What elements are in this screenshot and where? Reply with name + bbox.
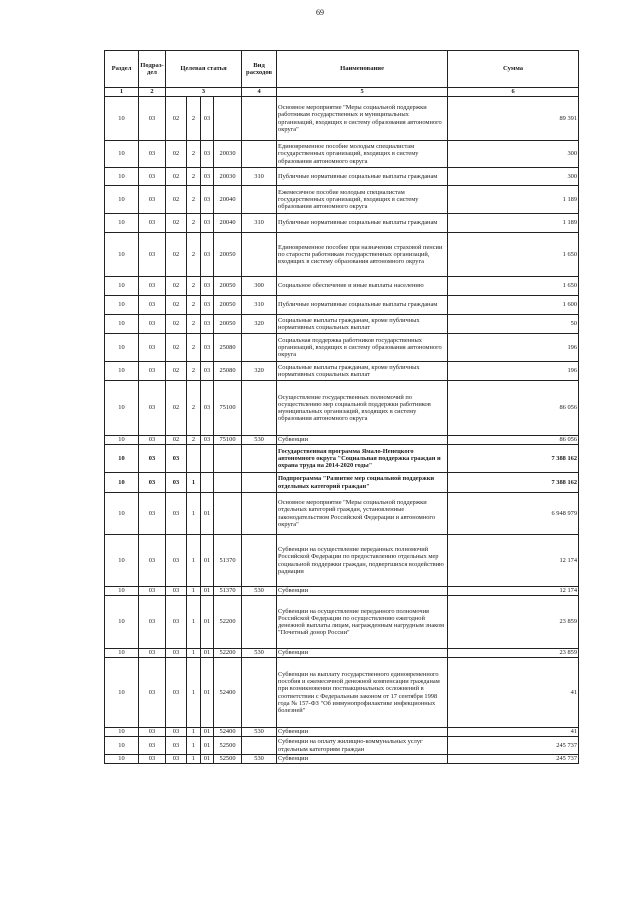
cell-cs-direction (214, 97, 242, 141)
cell-cs-program: 03 (166, 755, 187, 764)
header-naimenovanie: Наименование (277, 51, 448, 88)
cell-cs-event: 01 (201, 493, 214, 535)
cell-podrazdel: 03 (139, 168, 166, 186)
cell-cs-subprogram: 2 (187, 315, 201, 334)
cell-vid-rashodov: 320 (242, 315, 277, 334)
cell-razdel: 10 (105, 168, 139, 186)
cell-vid-rashodov (242, 596, 277, 649)
cell-naimenovanie: Подпрограмма "Развитие мер социальной поддержки отдельных категорий граждан" (277, 473, 448, 493)
header-num-2: 2 (139, 88, 166, 97)
cell-cs-program: 02 (166, 214, 187, 233)
cell-cs-subprogram: 1 (187, 473, 201, 493)
cell-cs-event: 03 (201, 277, 214, 296)
cell-cs-event: 03 (201, 362, 214, 381)
header-celevaya-statya: Целевая статья (166, 51, 242, 88)
cell-cs-subprogram: 2 (187, 186, 201, 214)
cell-cs-direction: 52200 (214, 596, 242, 649)
cell-summa: 12 174 (448, 535, 579, 587)
cell-vid-rashodov: 530 (242, 728, 277, 737)
cell-vid-rashodov (242, 473, 277, 493)
cell-cs-subprogram: 1 (187, 587, 201, 596)
cell-cs-direction: 20030 (214, 168, 242, 186)
cell-summa: 86 056 (448, 381, 579, 436)
cell-naimenovanie: Осуществление государственных полномочий по осуществлению мер социальной поддержки работников муниципальных организаций, входящих в систему образования автономного округа (277, 381, 448, 436)
table-row (105, 233, 579, 277)
cell-cs-direction: 20030 (214, 141, 242, 168)
cell-summa: 7 388 162 (448, 445, 579, 473)
cell-vid-rashodov (242, 186, 277, 214)
cell-vid-rashodov: 310 (242, 296, 277, 315)
cell-summa: 245 737 (448, 755, 579, 764)
cell-razdel: 10 (105, 737, 139, 755)
table-row (105, 362, 579, 381)
cell-cs-event: 01 (201, 737, 214, 755)
table-row (105, 277, 579, 296)
table-row (105, 214, 579, 233)
cell-naimenovanie: Субвенции (277, 728, 448, 737)
cell-podrazdel: 03 (139, 277, 166, 296)
cell-naimenovanie: Ежемесячное пособие молодым специалистам государственных организаций, входящих в систему образования автономного округа (277, 186, 448, 214)
cell-summa: 196 (448, 362, 579, 381)
header-razdel: Раздел (105, 51, 139, 88)
cell-razdel: 10 (105, 141, 139, 168)
table-row (105, 473, 579, 493)
cell-cs-event: 03 (201, 315, 214, 334)
cell-cs-subprogram: 2 (187, 277, 201, 296)
cell-cs-subprogram: 2 (187, 381, 201, 436)
table-row (105, 334, 579, 362)
cell-vid-rashodov: 530 (242, 755, 277, 764)
cell-naimenovanie: Единовременное пособие при назначении страховой пенсии по старости работникам государственных организаций, входящих в систему образования автономного округа (277, 233, 448, 277)
cell-vid-rashodov (242, 233, 277, 277)
cell-cs-program: 02 (166, 233, 187, 277)
cell-razdel: 10 (105, 186, 139, 214)
cell-razdel: 10 (105, 277, 139, 296)
cell-cs-program: 03 (166, 535, 187, 587)
cell-vid-rashodov: 530 (242, 587, 277, 596)
header-summa: Сумма (448, 51, 579, 88)
cell-podrazdel: 03 (139, 728, 166, 737)
cell-cs-program: 02 (166, 186, 187, 214)
cell-razdel: 10 (105, 436, 139, 445)
cell-cs-program: 03 (166, 737, 187, 755)
cell-naimenovanie: Публичные нормативные социальные выплаты гражданам (277, 214, 448, 233)
cell-podrazdel: 03 (139, 315, 166, 334)
cell-cs-subprogram: 2 (187, 141, 201, 168)
cell-cs-program: 03 (166, 473, 187, 493)
cell-cs-program: 02 (166, 362, 187, 381)
cell-cs-program: 02 (166, 315, 187, 334)
cell-cs-program: 02 (166, 97, 187, 141)
cell-summa: 23 859 (448, 649, 579, 658)
cell-podrazdel: 03 (139, 493, 166, 535)
cell-cs-event: 03 (201, 186, 214, 214)
cell-razdel: 10 (105, 214, 139, 233)
cell-razdel: 10 (105, 755, 139, 764)
cell-razdel: 10 (105, 381, 139, 436)
cell-cs-direction: 51370 (214, 587, 242, 596)
cell-cs-program: 02 (166, 277, 187, 296)
cell-cs-direction: 52500 (214, 737, 242, 755)
cell-cs-direction: 75100 (214, 381, 242, 436)
header-num-3: 3 (166, 88, 242, 97)
cell-naimenovanie: Единовременное пособие молодым специалистам государственных организаций, входящих в систему образования автономного округа (277, 141, 448, 168)
cell-cs-program: 02 (166, 436, 187, 445)
cell-naimenovanie: Субвенции на осуществление переданных полномочий Российской Федерации по предоставлению отдельных мер социальной поддержки граждан, подвергшихся воздействию радиации (277, 535, 448, 587)
cell-razdel: 10 (105, 233, 139, 277)
cell-razdel: 10 (105, 334, 139, 362)
cell-podrazdel: 03 (139, 658, 166, 728)
cell-cs-event: 03 (201, 296, 214, 315)
cell-cs-direction: 52400 (214, 728, 242, 737)
cell-cs-direction: 20050 (214, 277, 242, 296)
cell-cs-direction (214, 473, 242, 493)
cell-podrazdel: 03 (139, 587, 166, 596)
cell-naimenovanie: Основное мероприятие "Меры социальной поддержки отдельных категорий граждан, установленные законодательством Российской Федерации и автономного округа" (277, 493, 448, 535)
cell-cs-program: 03 (166, 445, 187, 473)
cell-podrazdel: 03 (139, 737, 166, 755)
cell-cs-program: 03 (166, 493, 187, 535)
cell-summa: 12 174 (448, 587, 579, 596)
cell-cs-subprogram (187, 445, 201, 473)
cell-razdel: 10 (105, 649, 139, 658)
table-row (105, 658, 579, 728)
cell-summa: 1 650 (448, 277, 579, 296)
cell-razdel: 10 (105, 97, 139, 141)
cell-cs-direction: 25080 (214, 334, 242, 362)
cell-podrazdel: 03 (139, 214, 166, 233)
table-row (105, 296, 579, 315)
cell-podrazdel: 03 (139, 649, 166, 658)
cell-cs-program: 03 (166, 728, 187, 737)
cell-cs-direction: 20040 (214, 186, 242, 214)
cell-cs-subprogram: 1 (187, 658, 201, 728)
cell-cs-event: 03 (201, 436, 214, 445)
cell-naimenovanie: Социальное обеспечение и иные выплаты населению (277, 277, 448, 296)
cell-podrazdel: 03 (139, 596, 166, 649)
cell-cs-event (201, 473, 214, 493)
cell-razdel: 10 (105, 445, 139, 473)
cell-cs-subprogram: 1 (187, 596, 201, 649)
cell-podrazdel: 03 (139, 186, 166, 214)
cell-naimenovanie: Социальная поддержка работников государственных организаций, входящих в систему образования автономного округа (277, 334, 448, 362)
cell-vid-rashodov: 530 (242, 649, 277, 658)
cell-cs-subprogram: 2 (187, 168, 201, 186)
cell-cs-event: 01 (201, 649, 214, 658)
table-row (105, 168, 579, 186)
cell-summa: 1 189 (448, 214, 579, 233)
cell-summa: 245 737 (448, 737, 579, 755)
cell-cs-subprogram: 1 (187, 493, 201, 535)
cell-vid-rashodov (242, 493, 277, 535)
cell-cs-subprogram: 1 (187, 737, 201, 755)
cell-vid-rashodov (242, 737, 277, 755)
cell-cs-program: 02 (166, 334, 187, 362)
cell-summa: 50 (448, 315, 579, 334)
table-row (105, 493, 579, 535)
cell-vid-rashodov: 320 (242, 362, 277, 381)
table-row (105, 587, 579, 596)
cell-naimenovanie: Субвенции (277, 649, 448, 658)
cell-cs-event: 03 (201, 168, 214, 186)
cell-cs-event: 03 (201, 141, 214, 168)
cell-vid-rashodov (242, 141, 277, 168)
table-row (105, 445, 579, 473)
cell-razdel: 10 (105, 658, 139, 728)
cell-cs-direction: 20050 (214, 315, 242, 334)
cell-razdel: 10 (105, 362, 139, 381)
cell-cs-subprogram: 2 (187, 214, 201, 233)
cell-cs-program: 03 (166, 658, 187, 728)
cell-vid-rashodov (242, 658, 277, 728)
cell-cs-subprogram: 1 (187, 728, 201, 737)
header-vid-rashodov: Вид расходов (242, 51, 277, 88)
table-row (105, 381, 579, 436)
cell-cs-event (201, 445, 214, 473)
cell-summa: 1 600 (448, 296, 579, 315)
cell-cs-subprogram: 2 (187, 97, 201, 141)
cell-summa: 196 (448, 334, 579, 362)
table-row (105, 649, 579, 658)
cell-podrazdel: 03 (139, 362, 166, 381)
cell-summa: 1 189 (448, 186, 579, 214)
cell-podrazdel: 03 (139, 334, 166, 362)
cell-podrazdel: 03 (139, 97, 166, 141)
header-num-1: 1 (105, 88, 139, 97)
cell-summa: 23 859 (448, 596, 579, 649)
cell-cs-event: 01 (201, 728, 214, 737)
cell-cs-event: 01 (201, 587, 214, 596)
cell-summa: 89 391 (448, 97, 579, 141)
cell-cs-event: 01 (201, 596, 214, 649)
cell-podrazdel: 03 (139, 141, 166, 168)
cell-naimenovanie: Публичные нормативные социальные выплаты гражданам (277, 296, 448, 315)
cell-cs-event: 03 (201, 97, 214, 141)
cell-podrazdel: 03 (139, 535, 166, 587)
table-row (105, 436, 579, 445)
cell-podrazdel: 03 (139, 233, 166, 277)
cell-vid-rashodov: 300 (242, 277, 277, 296)
cell-cs-program: 02 (166, 381, 187, 436)
cell-cs-event: 01 (201, 535, 214, 587)
cell-podrazdel: 03 (139, 296, 166, 315)
cell-summa: 41 (448, 658, 579, 728)
cell-cs-subprogram: 2 (187, 233, 201, 277)
cell-naimenovanie: Субвенции (277, 755, 448, 764)
cell-cs-event: 03 (201, 334, 214, 362)
cell-vid-rashodov (242, 445, 277, 473)
table-row (105, 186, 579, 214)
cell-vid-rashodov (242, 381, 277, 436)
cell-cs-subprogram: 2 (187, 436, 201, 445)
cell-naimenovanie: Субвенции на выплату государственного единовременного пособия и ежемесячной денежной компенсации гражданам при возникновении поствакцинальных осложнений в соответствии с Федеральным законом от 17 сентября 1998 года № 157-ФЗ "Об иммунопрофилактике инфекционных болезней" (277, 658, 448, 728)
cell-naimenovanie: Публичные нормативные социальные выплаты гражданам (277, 168, 448, 186)
cell-cs-subprogram: 1 (187, 755, 201, 764)
cell-naimenovanie: Социальные выплаты гражданам, кроме публичных нормативных социальных выплат (277, 362, 448, 381)
cell-cs-direction: 52500 (214, 755, 242, 764)
table-body (105, 97, 579, 764)
cell-naimenovanie: Социальные выплаты гражданам, кроме публичных нормативных социальных выплат (277, 315, 448, 334)
cell-cs-subprogram: 2 (187, 362, 201, 381)
cell-razdel: 10 (105, 728, 139, 737)
cell-cs-direction: 20050 (214, 233, 242, 277)
cell-cs-program: 02 (166, 296, 187, 315)
cell-cs-subprogram: 1 (187, 649, 201, 658)
cell-cs-direction: 51370 (214, 535, 242, 587)
cell-cs-program: 02 (166, 168, 187, 186)
table-row (105, 535, 579, 587)
cell-cs-direction: 75100 (214, 436, 242, 445)
table-row (105, 97, 579, 141)
cell-cs-event: 01 (201, 658, 214, 728)
cell-podrazdel: 03 (139, 473, 166, 493)
cell-razdel: 10 (105, 473, 139, 493)
cell-naimenovanie: Субвенции (277, 587, 448, 596)
cell-podrazdel: 03 (139, 755, 166, 764)
cell-summa: 86 056 (448, 436, 579, 445)
cell-summa: 1 650 (448, 233, 579, 277)
cell-vid-rashodov: 310 (242, 168, 277, 186)
cell-razdel: 10 (105, 296, 139, 315)
cell-cs-program: 02 (166, 141, 187, 168)
cell-podrazdel: 03 (139, 436, 166, 445)
cell-naimenovanie: Субвенции (277, 436, 448, 445)
cell-razdel: 10 (105, 315, 139, 334)
cell-cs-event: 03 (201, 233, 214, 277)
cell-cs-subprogram: 2 (187, 296, 201, 315)
cell-cs-event: 03 (201, 214, 214, 233)
cell-vid-rashodov (242, 97, 277, 141)
cell-naimenovanie: Субвенции на осуществление переданного полномочия Российской Федерации по осуществлению ежегодной денежной выплаты лицам, награжденным нагрудным знаком "Почетный донор России" (277, 596, 448, 649)
cell-summa: 41 (448, 728, 579, 737)
table-row (105, 755, 579, 764)
table-row (105, 728, 579, 737)
cell-cs-direction: 52400 (214, 658, 242, 728)
cell-vid-rashodov: 530 (242, 436, 277, 445)
cell-cs-direction: 20040 (214, 214, 242, 233)
cell-cs-event: 03 (201, 381, 214, 436)
table-row (105, 596, 579, 649)
cell-razdel: 10 (105, 596, 139, 649)
cell-summa: 300 (448, 141, 579, 168)
table-row (105, 141, 579, 168)
cell-cs-subprogram: 1 (187, 535, 201, 587)
cell-cs-direction: 52200 (214, 649, 242, 658)
cell-cs-event: 01 (201, 755, 214, 764)
cell-cs-program: 03 (166, 649, 187, 658)
cell-naimenovanie: Государственная программа Ямало-Ненецкого автономного округа "Социальная поддержка граждан и охрана труда на 2014-2020 годы" (277, 445, 448, 473)
header-num-5: 5 (277, 88, 448, 97)
cell-naimenovanie: Субвенции на оплату жилищно-коммунальных услуг отдельным категориям граждан (277, 737, 448, 755)
cell-podrazdel: 03 (139, 445, 166, 473)
cell-cs-program: 03 (166, 596, 187, 649)
cell-cs-program: 03 (166, 587, 187, 596)
cell-naimenovanie: Основное мероприятие "Меры социальной поддержки работникам государственных и муниципальных организаций, входящих в систему образования автономного округа" (277, 97, 448, 141)
cell-vid-rashodov (242, 334, 277, 362)
cell-summa: 300 (448, 168, 579, 186)
cell-razdel: 10 (105, 535, 139, 587)
cell-razdel: 10 (105, 587, 139, 596)
cell-vid-rashodov: 310 (242, 214, 277, 233)
budget-table (104, 50, 579, 764)
cell-cs-direction: 25080 (214, 362, 242, 381)
header-num-4: 4 (242, 88, 277, 97)
cell-vid-rashodov (242, 535, 277, 587)
table-row (105, 315, 579, 334)
header-num-6: 6 (448, 88, 579, 97)
cell-cs-direction (214, 493, 242, 535)
cell-cs-direction (214, 445, 242, 473)
cell-razdel: 10 (105, 493, 139, 535)
table-row (105, 737, 579, 755)
cell-summa: 7 388 162 (448, 473, 579, 493)
cell-summa: 6 948 979 (448, 493, 579, 535)
page-number: 69 (316, 8, 324, 17)
cell-cs-direction: 20050 (214, 296, 242, 315)
cell-cs-subprogram: 2 (187, 334, 201, 362)
header-podrazdel: Подраз-дел (139, 51, 166, 88)
cell-podrazdel: 03 (139, 381, 166, 436)
